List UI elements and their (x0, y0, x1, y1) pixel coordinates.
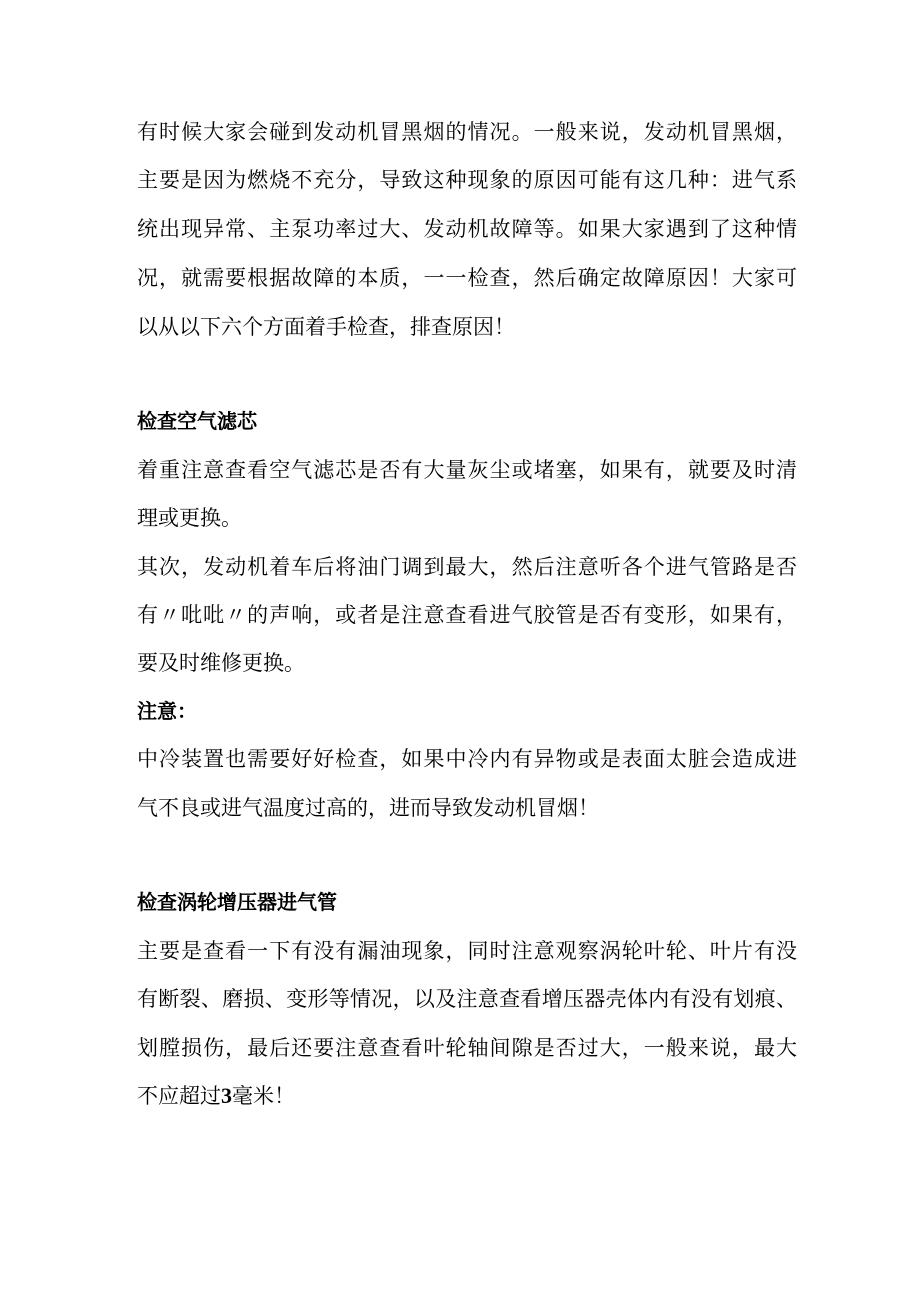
note-line-2: 气不良或进气温度过高的，进而导致发动机冒烟！ (137, 796, 599, 820)
section-heading-turbo-intake: 检查涡轮增压器进气管 (137, 890, 337, 914)
max-clearance-number: 3 (221, 1083, 232, 1108)
intro-line-2: 主要是因为燃烧不充分，导致这种现象的原因可能有这几种：进气系 (137, 168, 797, 192)
section1-para1-line-2: 理或更换。 (137, 506, 242, 530)
section1-para1-line-1: 着重注意查看空气滤芯是否有大量灰尘或堵塞，如果有，就要及时清 (137, 458, 797, 482)
section2-line-4-prefix: 不应超过 (137, 1084, 221, 1108)
section1-para2-line-2: 有〃吡吡〃的声响，或者是注意查看进气胶管是否有变形，如果有， (137, 603, 797, 627)
section1-para2-line-1: 其次，发动机着车后将油门调到最大，然后注意听各个进气管路是否 (137, 555, 797, 579)
section2-line-1: 主要是查看一下有没有漏油现象，同时注意观察涡轮叶轮、叶片有没 (137, 939, 797, 963)
section2-line-4 (137, 1082, 797, 1110)
section2-line-2: 有断裂、磨损、变形等情况，以及注意查看增压器壳体内有没有划痕、 (137, 987, 797, 1011)
section-heading-air-filter: 检查空气滤芯 (137, 409, 257, 433)
note-label: 注意： (137, 699, 197, 723)
intro-line-1: 有时候大家会碰到发动机冒黑烟的情况。一般来说，发动机冒黑烟， (137, 120, 797, 144)
intro-line-4: 况，就需要根据故障的本质，一一检查，然后确定故障原因！大家可 (137, 266, 797, 290)
intro-line-3: 统出现异常、主泵功率过大、发动机故障等。如果大家遇到了这种情 (137, 217, 797, 241)
intro-line-5: 以从以下六个方面着手检查，排查原因！ (137, 315, 515, 339)
section2-line-3: 划膛损伤，最后还要注意查看叶轮轴间隙是否过大，一般来说，最大 (137, 1036, 797, 1060)
section2-line-4-suffix: 毫米！ (232, 1084, 295, 1108)
note-line-1: 中冷装置也需要好好检查，如果中冷内有异物或是表面太脏会造成进 (137, 747, 797, 771)
section1-para2-line-3: 要及时维修更换。 (137, 651, 305, 675)
